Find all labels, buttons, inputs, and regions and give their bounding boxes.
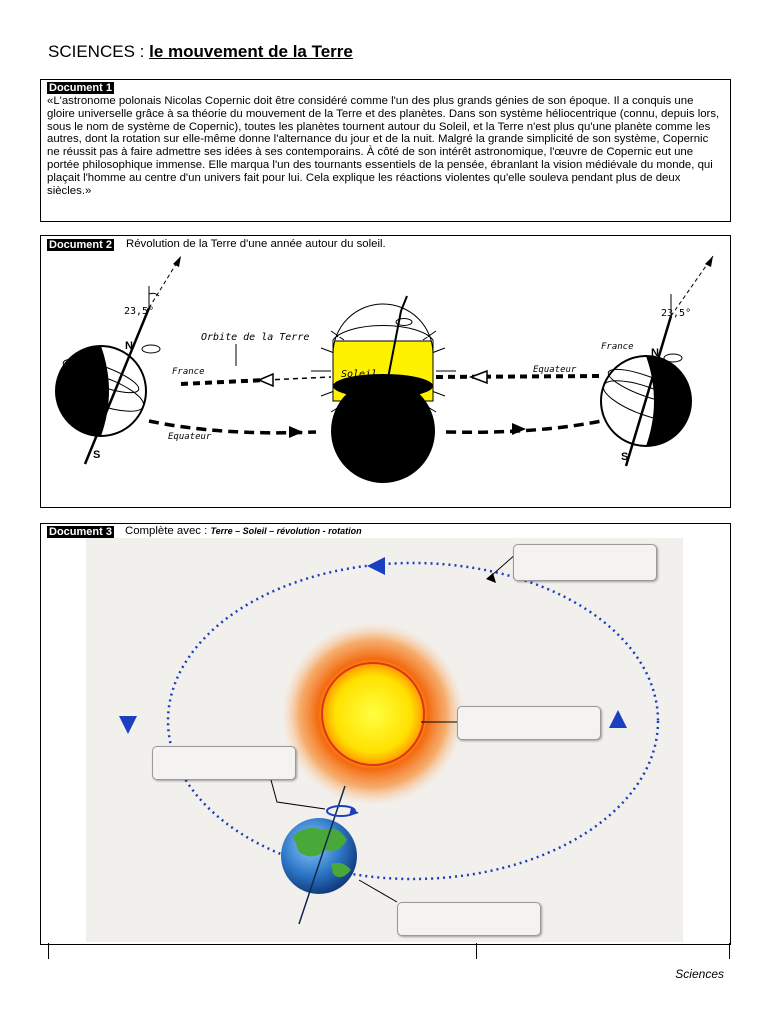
word-bank: Terre – Soleil – révolution - rotation [210,526,362,536]
france-left-label: France [172,367,205,377]
south-right-label: S [621,451,629,463]
document-1-label: Document 1 [49,82,112,94]
document-1 [40,79,731,222]
answer-box-revolution[interactable] [513,544,657,581]
document-3-instruction [125,525,362,537]
equator-left-label: Equateur [168,432,212,442]
footer-label: Sciences [675,967,724,981]
sun-core [322,663,424,765]
footer-divider-right [729,943,730,959]
angle-right-label: 23,5° [661,308,692,319]
topic-label: le mouvement de la Terre [149,42,353,61]
document-2-label: Document 2 [49,239,112,251]
equator-right-label: Equateur [533,365,577,375]
footer-divider-middle [476,943,477,959]
north-left-label: N [125,340,133,352]
sun-earth-diagram [41,524,730,944]
document-3 [40,523,731,945]
orbit-label: Orbite de la Terre [201,332,310,343]
document-2-caption: Révolution de la Terre d'une année autour du soleil. [126,238,386,250]
answer-box-sun[interactable] [457,706,601,740]
north-right-label: N [651,347,659,359]
answer-box-earth[interactable] [397,902,541,936]
instruction-text: Complète avec : [125,525,211,537]
document-3-label: Document 3 [49,526,112,538]
page-title [48,42,353,62]
earth-orbit-diagram [41,236,730,507]
subject-label: SCIENCES : [48,42,150,61]
footer-divider-left [48,943,49,959]
answer-box-rotation[interactable] [152,746,296,780]
france-right-label: France [601,342,634,352]
sun-label: Soleil [341,369,378,380]
document-1-text: «L'astronome polonais Nicolas Copernic doit être considéré comme l'un des plus grands génies de son époque. Il a conquis une gloire universelle grâce à sa théorie du mouvement de la Terre et des planètes. Dans son système héliocentrique (connu, depuis lors, sous le nom de système de Copernic), toutes les planètes tournent autour du Soleil, et la Terre n'est plus qu'une planète comme les autres, dont la rotation sur elle-même donne l'alternance du jour et de la nuit. Malgré la grande simplicité de son système, Copernic ne réussit pas à faire admettre ses idées à ses contemporains. À côté de son intérêt astronomique, l'œuvre de Copernic eut une portée philosophique immense. Elle marqua l'un des tournants essentiels de la pensée, ébranlant la vision médiévale du monde, qui plaçait l'homme au centre d'un univers fait pour lui. Cela explique les réactions violentes qu'elle souleva pendant plus de deux siècles.» [47,95,720,197]
angle-left-label: 23,5° [124,306,155,317]
south-left-label: S [93,449,101,461]
document-2 [40,235,731,508]
